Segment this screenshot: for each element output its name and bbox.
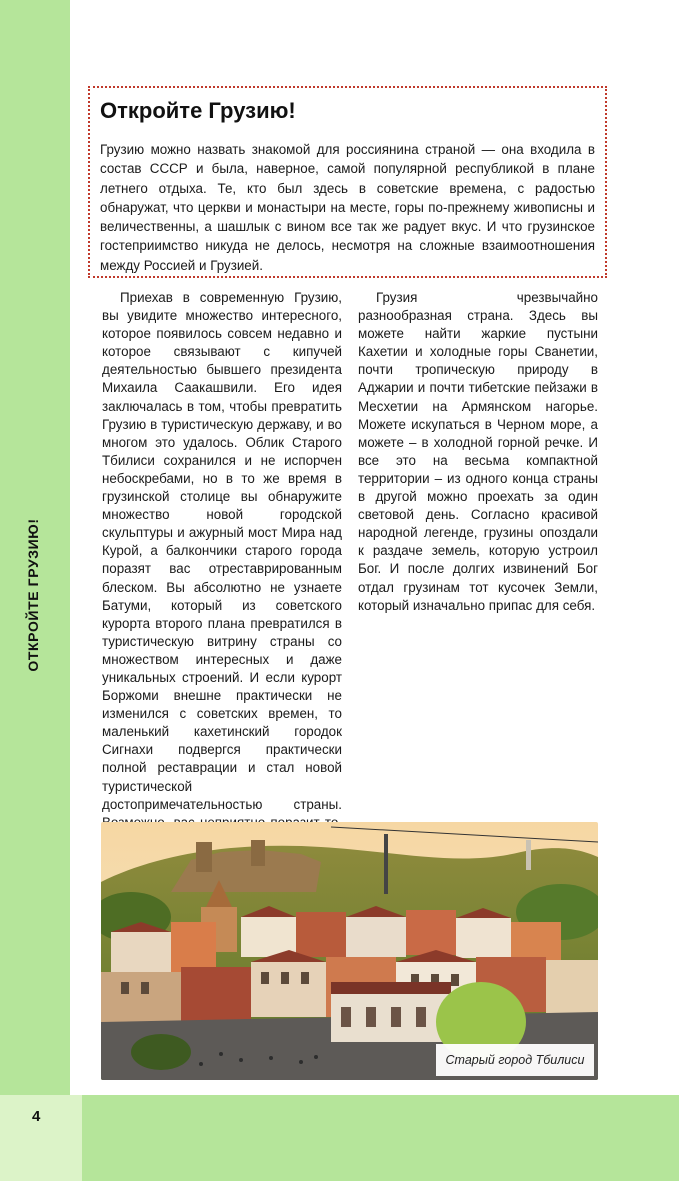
body-paragraph-1: Приехав в современную Грузию, вы увидите множество интересного, которое появилось совсем недавно и которое связывают с кипучей деятельностью бывшего президента Михаила Саакашвили. Его идея заключалась в том, чтобы превратить Грузию в туристическую державу, и во многом это удалось. Облик Старого Тбилиси сохранился и не испорчен небоскребами, но в то же время в грузинской столице вы обнаружите множество новой городской скульптуры и ажурный мост Мира над Курой, а балкончики старого города поразят вас отреставрированным блеском. Вы абсолютно не узнаете Батуми, который из советского курорта второго плана превратился в туристическую витрину страны со множеством интересных и даже уникальных строений. И если курорт Боржоми внешне практически не изменился с советских времен, то маленький кахетинский городок Сигнахи подвергся практически полной реставрации и стал новой туристической достопримечательностью страны. [102,290,342,812]
photo-caption: Старый город Тбилиси [436,1044,594,1076]
tbilisi-photo-illustration [101,822,598,1080]
intro-title: Откройте Грузию! [100,98,296,123]
intro-text: Грузию можно назвать знакомой для россиянина страной — она входила в состав СССР и была, наверное, самой популярной республикой в плане летнего отдыха. Те, кто был здесь в советские времена, с радостью обнаружат, что церкви и монастыри на месте, горы по-прежнему живописны и величественны, а шашлык с вином все так же радует вкус. И что грузинское гостеприимство никуда не делось, несмотря на сложные взаимоотношения между Россией и Грузией. [100,142,595,273]
bottom-band [0,1095,679,1181]
side-label-text: ОТКРОЙТЕ ГРУЗИЮ! [25,518,41,672]
tbilisi-photo [101,822,598,1080]
section-side-label [18,515,48,675]
intro-box [88,86,607,278]
page-number-tab [0,1095,82,1181]
body-paragraph-2: Грузия чрезвычайно разнообразная страна. Здесь вы можете найти жаркие пустыни Кахетии и холодные горы Сванетии, почти тропическую природу в Аджарии и почти тибетские пейзажи в Месхетии на Армянском нагорье. Можете искупаться в Черном море, а можете – в холодной горной речке. И все это на весьма компактной территории – из одного конца страны в другой можно проехать за один световой день. Согласно красивой народной легенде, грузины опоздали к раздаче земель, которую устроил Бог. И после долгих извинений Бог отдал грузинам тот кусочек Земли, который изначально припас для себя. [358,290,598,613]
page-number: 4 [32,1108,41,1125]
body-column-right [358,289,598,615]
